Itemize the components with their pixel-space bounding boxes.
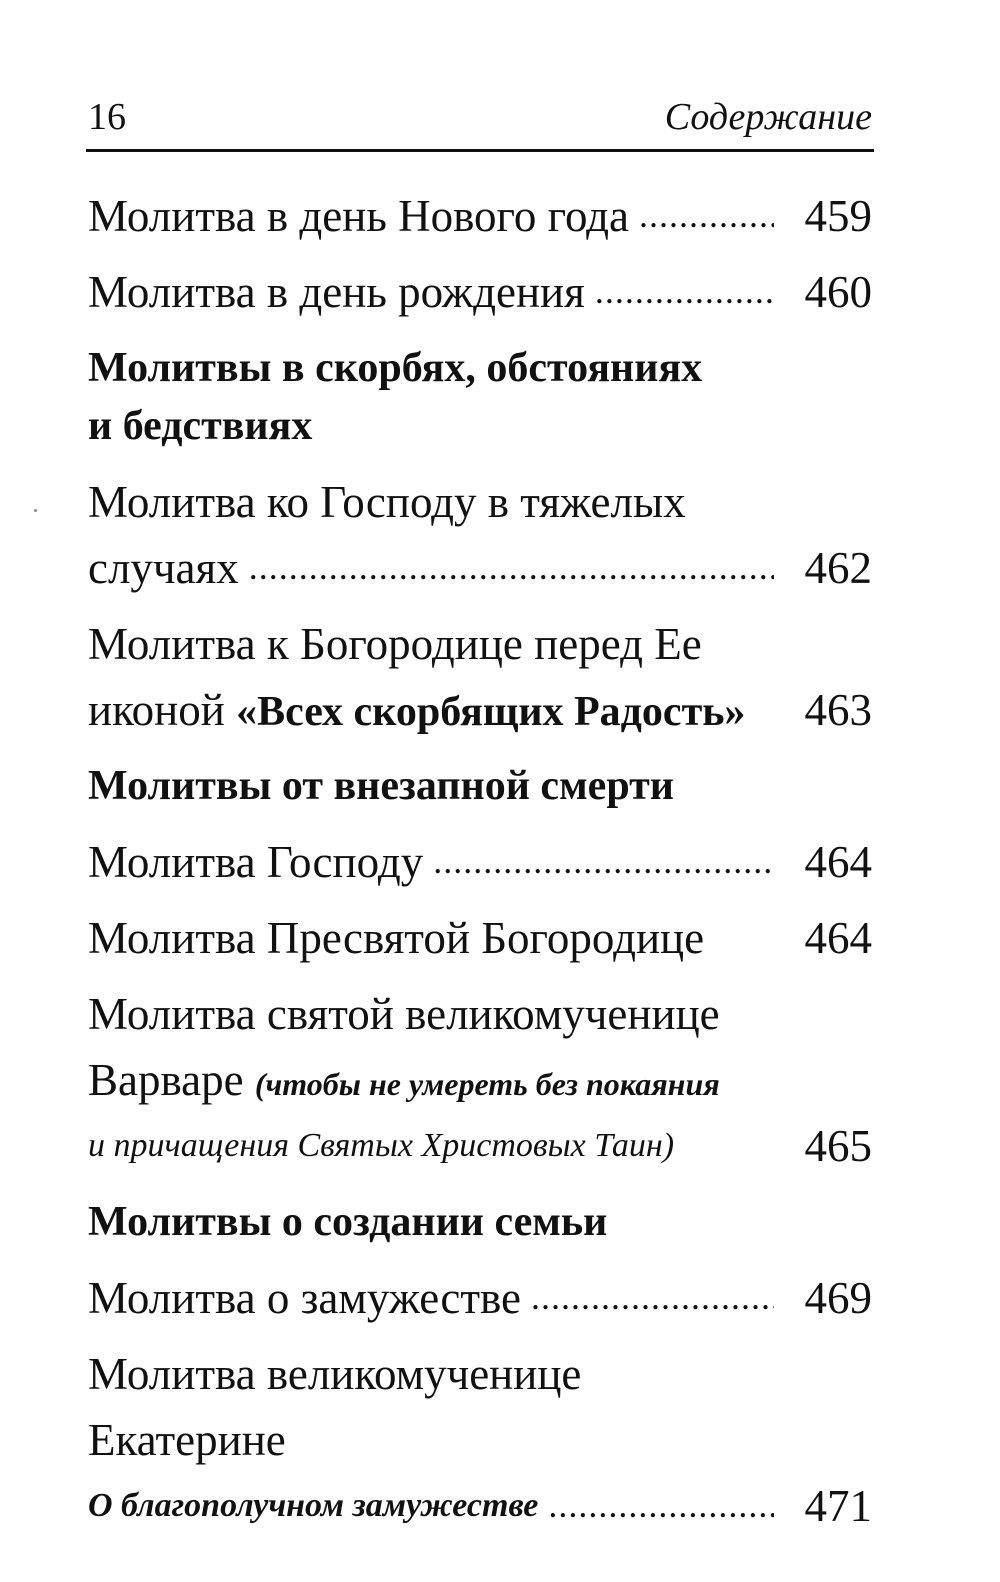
toc-entry-title: Молитва Пресвятой Богородице (88, 913, 705, 963)
toc-entry-page: 464 (804, 913, 872, 963)
leader-dots (548, 1484, 774, 1539)
section-heading: Молитвы в скорбях, обстояниях (88, 345, 703, 391)
toc-entry-page: 464 (804, 837, 872, 887)
section-heading: Молитвы от внезапной смерти (88, 763, 674, 809)
toc-entry-title: иконой «Всех скорбящих Радость» (88, 685, 746, 735)
toc-entry-title: Молитва к Богородице перед Ее (88, 619, 702, 669)
toc-entry-line (88, 611, 872, 677)
page-header (88, 92, 872, 142)
toc-entry-page: 463 (804, 685, 872, 735)
entry-note: и причащения Святых Христовых Таин) (88, 1127, 675, 1164)
entry-note: О благополучном замужестве (88, 1487, 539, 1524)
toc-entry (88, 677, 872, 743)
leader-dots (639, 194, 774, 249)
table-of-contents (88, 183, 872, 1539)
toc-entry-title: случаях (88, 543, 239, 593)
toc-entry-title: Молитва великомученице (88, 1349, 582, 1399)
toc-entry-page: 459 (804, 191, 872, 241)
toc-entry-title: Молитва ко Господу в тяжелых (88, 477, 686, 527)
running-title: Содержание (664, 96, 872, 138)
toc-entry (88, 535, 872, 601)
toc-entry-line (88, 981, 872, 1047)
section-heading: Молитвы о создании семьи (88, 1199, 608, 1245)
section-heading-continued: и бедствиях (88, 403, 313, 449)
toc-entry (88, 259, 872, 325)
toc-entry-page: 471 (804, 1481, 872, 1531)
toc-entry-title: Варваре (чтобы не умереть без покаяния (88, 1055, 720, 1105)
leader-dots (531, 1276, 774, 1331)
toc-entry-page: 460 (804, 267, 872, 317)
toc-entry-title: Молитва в день Нового года (88, 191, 630, 241)
leader-dots (595, 270, 774, 325)
scan-speck (34, 509, 37, 512)
toc-entry-page: 465 (804, 1121, 872, 1171)
toc-entry-page: 462 (804, 543, 872, 593)
toc-entry-title: Молитва о замужестве (88, 1273, 521, 1323)
page-number: 16 (88, 96, 126, 138)
toc-entry-line (88, 1047, 872, 1113)
toc-entry-line (88, 1407, 872, 1473)
leader-dots (249, 546, 774, 601)
toc-entry-page: 469 (804, 1273, 872, 1323)
toc-entry (88, 1113, 872, 1179)
icon-title: «Всех скорбящих Радость» (236, 689, 746, 735)
toc-entry (88, 1265, 872, 1331)
toc-entry-line (88, 469, 872, 535)
toc-entry-title: Молитва в день рождения (88, 267, 585, 317)
toc-entry (88, 829, 872, 895)
leader-dots (433, 840, 774, 895)
header-rule (86, 149, 874, 152)
entry-note: (чтобы не умереть без покаяния (254, 1066, 720, 1102)
toc-entry (88, 905, 872, 971)
toc-entry-title: Молитва Господу (88, 837, 424, 887)
toc-entry-title: Молитва святой великомученице (88, 989, 720, 1039)
toc-entry (88, 183, 872, 249)
toc-entry (88, 1473, 872, 1539)
toc-entry-line (88, 1341, 872, 1407)
toc-entry-title: Екатерине (88, 1415, 286, 1465)
